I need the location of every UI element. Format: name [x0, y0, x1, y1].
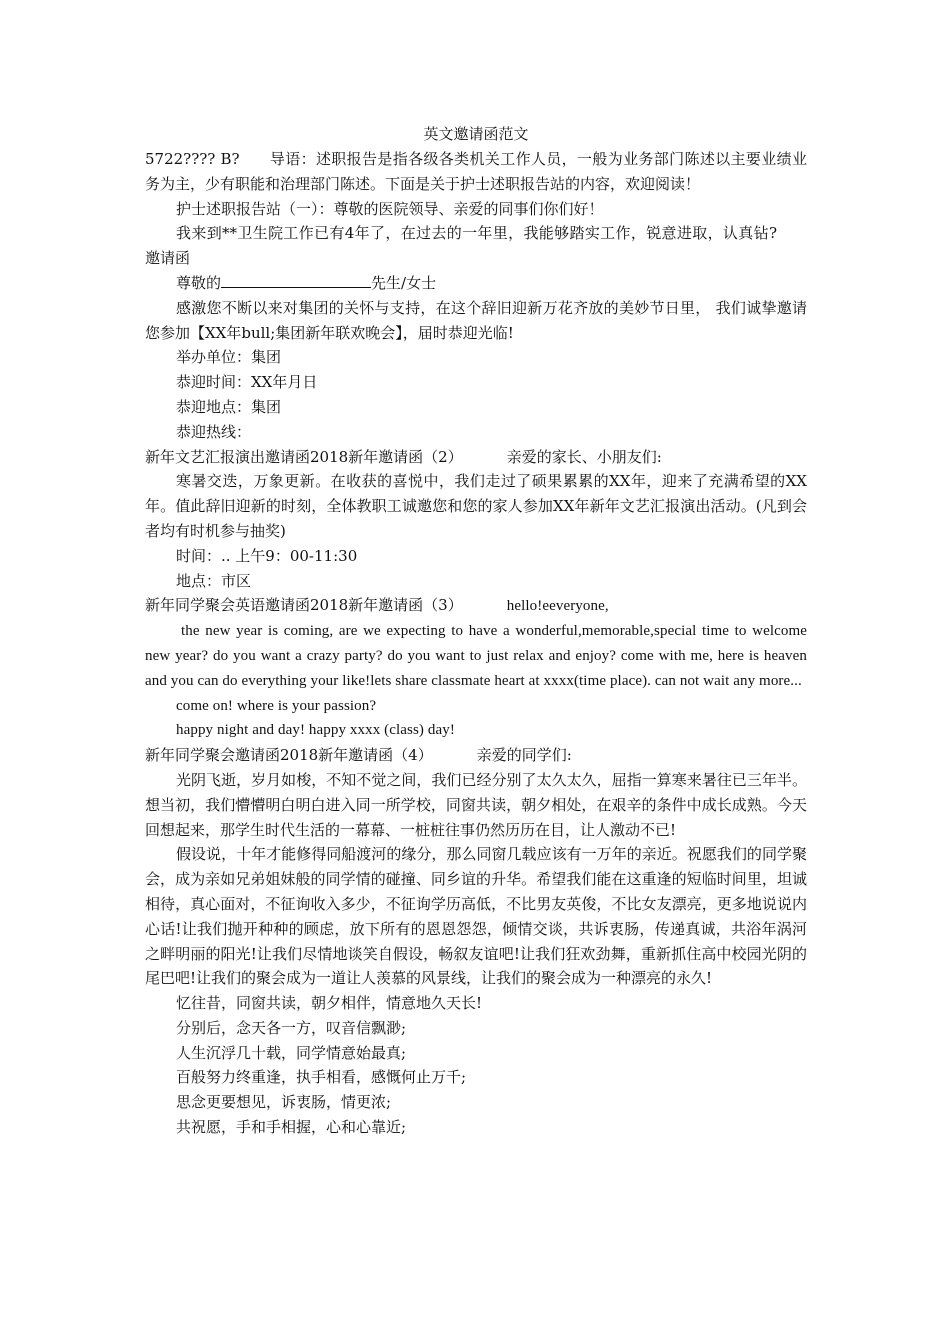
document-title: 英文邀请函范文 [423, 125, 529, 143]
nurse-report-text: 我来到**卫生院工作已有4年了，在过去的一年里，我能够踏实工作，锐意进取，认真钻? [176, 224, 777, 243]
host-line: 举办单位：集团 [176, 348, 282, 367]
intro-prefix: 5722???? B? [145, 150, 240, 168]
section-2-place: 地点：市区 [176, 571, 252, 590]
name-blank [221, 272, 371, 288]
section-2-heading [145, 445, 807, 470]
section-4-heading [145, 743, 807, 768]
section-3-greeting: hello!eeveryone, [506, 598, 609, 615]
invitation-heading: 邀请函 [145, 249, 191, 268]
poem-line: 忆往昔，同窗共读，朝夕相伴，情意地久天长! [176, 994, 483, 1013]
section-2-greeting: 亲爱的家长、小朋友们: [506, 447, 662, 466]
section-3-body: the new year is coming, are we expecting to have a wonderful,memorable,special time to welcome new year? do you want a crazy party? do you want to just relax and enjoy? come with me, here is heaven and you can do everything your like!lets share classmate heart at xxxx(time place). can not wait any more... [145, 623, 807, 689]
salutation-suffix: 先生/女士 [371, 273, 437, 292]
poem-line: 共祝愿，手和手相握，心和心靠近; [176, 1118, 407, 1137]
invitation-body: 感激您不断以来对集团的关怀与支持，在这个辞旧迎新万花齐放的美妙节日里， 我们诚挚邀请您参加【XX年bull;集团新年联欢晚会】，届时恭迎光临! [145, 298, 807, 342]
section-3-heading [145, 593, 807, 619]
section-3-line-3: happy night and day! happy xxxx (class) day! [176, 722, 455, 739]
intro-text: 导语：述职报告是指各级各类机关工作人员，一般为业务部门陈述以主要业绩业务为主，少有职能和治理部门陈述。下面是关于护士述职报告站的内容，欢迎阅读！ [145, 150, 807, 193]
poem-line: 思念更要想见，诉衷肠，情更浓; [176, 1093, 392, 1112]
nurse-report-paragraph-1: 护士述职报告站（一）：尊敬的医院领导、亲爱的同事们你们好！ [176, 199, 604, 218]
section-4-title: 新年同学聚会邀请函2018新年邀请函（4） [145, 746, 433, 765]
poem-line: 人生沉浮几十载，同学情意始最真; [176, 1043, 407, 1062]
poem-line: 分别后，念天各一方，叹音信飘渺; [176, 1018, 407, 1037]
salutation-line [145, 271, 807, 296]
section-2-time: 时间：.. 上午9：00-11:30 [176, 546, 358, 565]
intro-paragraph [145, 147, 807, 197]
section-4-body-1: 光阴飞逝，岁月如梭，不知不觉之间，我们已经分别了太久太久，屈指一算寒来暑往已三年半。想当初，我们懵懵明白明白进入同一所学校，同窗共读，朝夕相处，在艰辛的条件中成长成熟。今天回想起来，那学生时代生活的一幕幕、一桩桩往事仍然历历在目，让人激动不已! [145, 770, 807, 839]
section-4-body-2: 假设说，十年才能修得同船渡河的缘分，那么同窗几载应该有一万年的亲近。祝愿我们的同学聚会，成为亲如兄弟姐妹般的同学情的碰撞、同乡谊的升华。希望我们能在这重逢的短临时间里，坦诚相待，真心面对，不征询收入多少，不征询学历高低，不比男友英俊，不比女友漂亮，更多地说说内心话!让我们抛开种种的顾虑，放下所有的恩恩怨怨，倾情交谈，共诉衷肠，传递真诚，共浴年涡河之畔明丽的阳光!让我们尽情地谈笑自假设，畅叙友谊吧!让我们狂欢劲舞，重新抓住高中校园光阴的尾巴吧!让我们的聚会成为一道让人羡慕的风景线，让我们的聚会成为一种漂亮的永久! [145, 845, 807, 988]
nurse-report-paragraph-2 [145, 221, 807, 271]
time-line: 恭迎时间：XX年月日 [176, 373, 318, 392]
place-line: 恭迎地点：集团 [176, 397, 282, 416]
section-4-greeting: 亲爱的同学们: [476, 746, 572, 765]
document-page [145, 122, 807, 1140]
section-3-title: 新年同学聚会英语邀请函2018新年邀请函（3） [145, 596, 463, 615]
section-3-line-2: come on! where is your passion? [176, 697, 377, 714]
section-2-body: 寒暑交迭，万象更新。在收获的喜悦中，我们走过了硕果累累的XX年，迎来了充满希望的XX年。值此辞旧迎新的时刻，全体教职工诚邀您和您的家人参加XX年新年文艺汇报演出活动。(凡到会者均有时机参与抽奖) [145, 472, 807, 540]
salutation-prefix: 尊敬的 [176, 273, 222, 292]
section-2-title: 新年文艺汇报演出邀请函2018新年邀请函（2） [145, 447, 463, 466]
hotline-line: 恭迎热线： [176, 422, 252, 441]
poem-line: 百般努力终重逢，执手相看，感慨何止万千; [176, 1068, 467, 1087]
